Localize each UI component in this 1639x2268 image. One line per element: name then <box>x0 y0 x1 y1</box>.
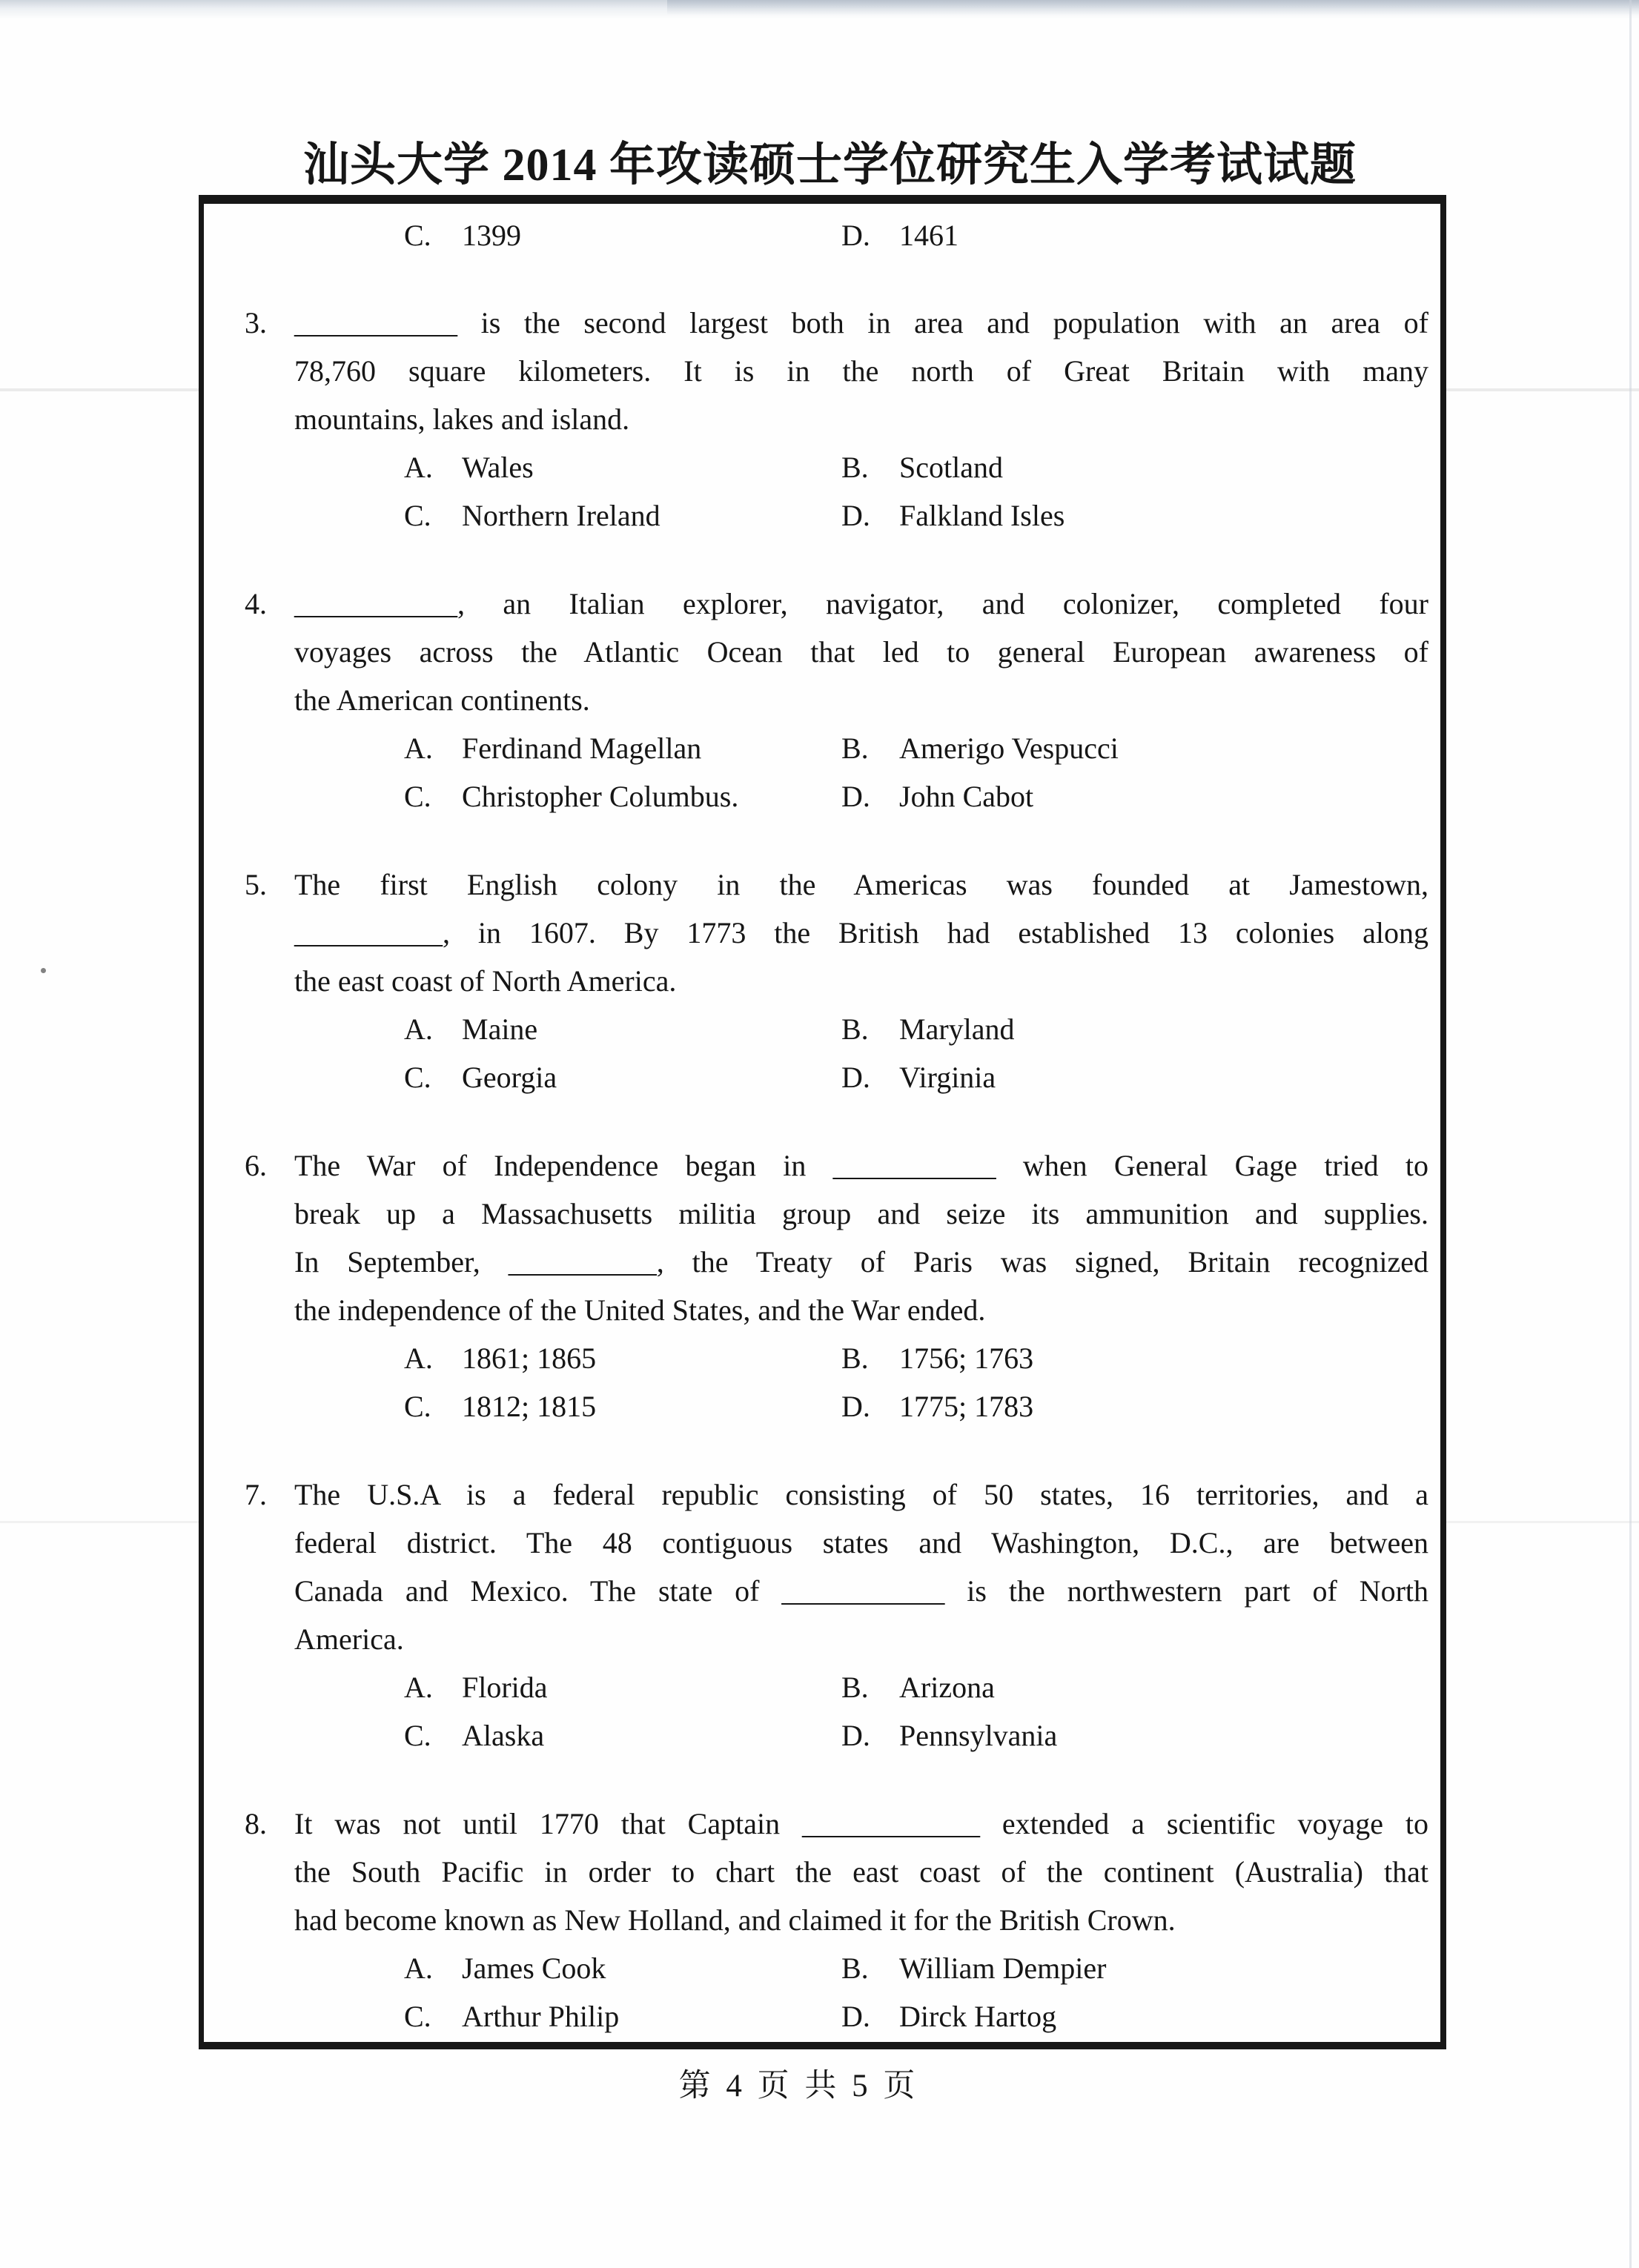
question-line: mountains, lakes and island. <box>294 402 630 436</box>
question-line: the east coast of North America. <box>294 964 677 998</box>
question-number: 7. <box>245 1478 267 1511</box>
option-c <box>404 213 841 259</box>
option-label: C. <box>404 1719 431 1752</box>
option-text: William Dempier <box>899 1952 1107 1985</box>
option-text: Virginia <box>899 1061 996 1094</box>
option-text: Christopher Columbus. <box>462 780 739 813</box>
question-body <box>294 1800 1428 2040</box>
option-label: C. <box>404 2000 431 2033</box>
option-label: D. <box>841 219 870 252</box>
question-number: 4. <box>245 587 267 620</box>
question-line: ___________ is the second largest both in area and population with an area of <box>294 306 1428 339</box>
question-body <box>294 299 1428 540</box>
option-a <box>404 1334 841 1382</box>
option-a <box>404 1663 841 1711</box>
option-d <box>841 772 1428 820</box>
option-text: 1812; 1815 <box>462 1390 597 1423</box>
option-text: 1399 <box>462 219 521 252</box>
option-text: Georgia <box>462 1061 557 1094</box>
option-c <box>404 491 841 540</box>
options-row <box>294 724 1428 772</box>
option-text: Florida <box>462 1671 548 1704</box>
option-a <box>404 1005 841 1053</box>
question-number: 6. <box>245 1149 267 1182</box>
option-text: Amerigo Vespucci <box>899 732 1119 765</box>
option-d <box>841 213 1428 259</box>
option-d <box>841 491 1428 540</box>
option-label: C. <box>404 780 431 813</box>
option-b <box>841 1334 1428 1382</box>
scan-artifact-top-strip-dark <box>667 0 1639 15</box>
option-text: Ferdinand Magellan <box>462 732 702 765</box>
question-line: The U.S.A is a federal republic consisting of 50 states, 16 territories, and a <box>294 1478 1428 1511</box>
option-text: 1775; 1783 <box>899 1390 1034 1423</box>
option-text: Falkland Isles <box>899 499 1065 532</box>
option-b <box>841 443 1428 491</box>
option-label: D. <box>841 1719 870 1752</box>
question-body <box>294 861 1428 1101</box>
question-3 <box>245 299 1428 540</box>
option-label: B. <box>841 1671 869 1704</box>
option-label: B. <box>841 1952 869 1985</box>
option-d <box>841 1992 1428 2040</box>
option-text: Arthur Philip <box>462 2000 620 2033</box>
option-text: Scotland <box>899 451 1003 484</box>
option-label: A. <box>404 1012 433 1046</box>
option-d <box>841 1053 1428 1101</box>
option-label: A. <box>404 1952 433 1985</box>
option-label: D. <box>841 1061 870 1094</box>
question-line: ___________, an Italian explorer, navigator, and colonizer, completed four <box>294 587 1428 620</box>
question-line: had become known as New Holland, and claimed it for the British Crown. <box>294 1903 1176 1937</box>
question-number: 8. <box>245 1807 267 1840</box>
exam-content-box <box>199 195 1446 2049</box>
option-label: D. <box>841 2000 870 2033</box>
option-label: D. <box>841 780 870 813</box>
options-row <box>294 1005 1428 1053</box>
option-label: D. <box>841 1390 870 1423</box>
option-label: B. <box>841 732 869 765</box>
option-label: A. <box>404 451 433 484</box>
option-text: Arizona <box>899 1671 995 1704</box>
option-c <box>404 1053 841 1101</box>
options-row <box>294 491 1428 540</box>
option-label: B. <box>841 1012 869 1046</box>
options-row <box>294 1382 1428 1430</box>
option-text: James Cook <box>462 1952 606 1985</box>
option-label: B. <box>841 1342 869 1375</box>
question-line: 78,760 square kilometers. It is in the north of Great Britain with many <box>294 354 1428 388</box>
question-line: The first English colony in the Americas was founded at Jamestown, <box>294 868 1428 901</box>
option-text: Wales <box>462 451 534 484</box>
exam-content <box>204 204 1440 2040</box>
options-row <box>294 1944 1428 1992</box>
options-row <box>294 1711 1428 1760</box>
scan-artifact-dot <box>41 968 46 973</box>
question-line: the independence of the United States, and the War ended. <box>294 1293 986 1327</box>
option-a <box>404 724 841 772</box>
option-b <box>841 1663 1428 1711</box>
option-text: Alaska <box>462 1719 545 1752</box>
options-row <box>294 443 1428 491</box>
question-5 <box>245 861 1428 1101</box>
question-2-options-row <box>245 213 1428 259</box>
option-text: Northern Ireland <box>462 499 660 532</box>
option-c <box>404 1382 841 1430</box>
option-label: C. <box>404 499 431 532</box>
option-d <box>841 1711 1428 1760</box>
question-line: the American continents. <box>294 683 590 717</box>
question-8 <box>245 1800 1428 2040</box>
option-label: D. <box>841 499 870 532</box>
question-body <box>294 1141 1428 1430</box>
option-label: B. <box>841 451 869 484</box>
question-line: __________, in 1607. By 1773 the British had established 13 colonies along <box>294 916 1428 949</box>
option-label: C. <box>404 1390 431 1423</box>
option-text: Pennsylvania <box>899 1719 1058 1752</box>
option-b <box>841 724 1428 772</box>
option-d <box>841 1382 1428 1430</box>
option-text: Maine <box>462 1012 538 1046</box>
option-label: A. <box>404 732 433 765</box>
scan-artifact-right-edge <box>1629 0 1632 2268</box>
question-number: 5. <box>245 868 267 901</box>
option-c <box>404 772 841 820</box>
option-a <box>404 1944 841 1992</box>
option-b <box>841 1944 1428 1992</box>
question-line: Canada and Mexico. The state of ___________ is the northwestern part of North <box>294 1574 1428 1608</box>
options-row <box>294 1663 1428 1711</box>
question-number: 3. <box>245 306 267 339</box>
option-label: A. <box>404 1342 433 1375</box>
question-line: break up a Massachusetts militia group and seize its ammunition and supplies. <box>294 1197 1428 1230</box>
options-row <box>294 1053 1428 1101</box>
option-c <box>404 1992 841 2040</box>
option-text: 1861; 1865 <box>462 1342 597 1375</box>
option-text: John Cabot <box>899 780 1034 813</box>
option-label: A. <box>404 1671 433 1704</box>
option-text: Maryland <box>899 1012 1015 1046</box>
page-footer: 第 4 页 共 5 页 <box>678 2069 919 2103</box>
option-b <box>841 1005 1428 1053</box>
options-row <box>294 772 1428 820</box>
question-7 <box>245 1470 1428 1760</box>
question-line: federal district. The 48 contiguous states and Washington, D.C., are between <box>294 1526 1428 1559</box>
question-line: It was not until 1770 that Captain ____________ extended a scientific voyage to <box>294 1807 1428 1840</box>
options-row <box>294 1992 1428 2040</box>
question-line: voyages across the Atlantic Ocean that led to general European awareness of <box>294 635 1428 669</box>
question-line: America. <box>294 1622 404 1656</box>
question-line: In September, __________, the Treaty of Paris was signed, Britain recognized <box>294 1245 1428 1279</box>
option-c <box>404 1711 841 1760</box>
option-text: 1756; 1763 <box>899 1342 1034 1375</box>
option-label: C. <box>404 219 431 252</box>
question-6 <box>245 1141 1428 1430</box>
option-a <box>404 443 841 491</box>
question-body <box>294 580 1428 820</box>
option-text: Dirck Hartog <box>899 2000 1057 2033</box>
question-line: the South Pacific in order to chart the east coast of the continent (Australia) that <box>294 1855 1428 1889</box>
options-row <box>294 1334 1428 1382</box>
page-title: 汕头大学 2014 年攻读硕士学位研究生入学考试试题 <box>302 140 1357 190</box>
question-4 <box>245 580 1428 820</box>
option-text: 1461 <box>899 219 958 252</box>
option-label: C. <box>404 1061 431 1094</box>
question-body <box>294 1470 1428 1760</box>
question-line: The War of Independence began in ___________ when General Gage tried to <box>294 1149 1428 1182</box>
